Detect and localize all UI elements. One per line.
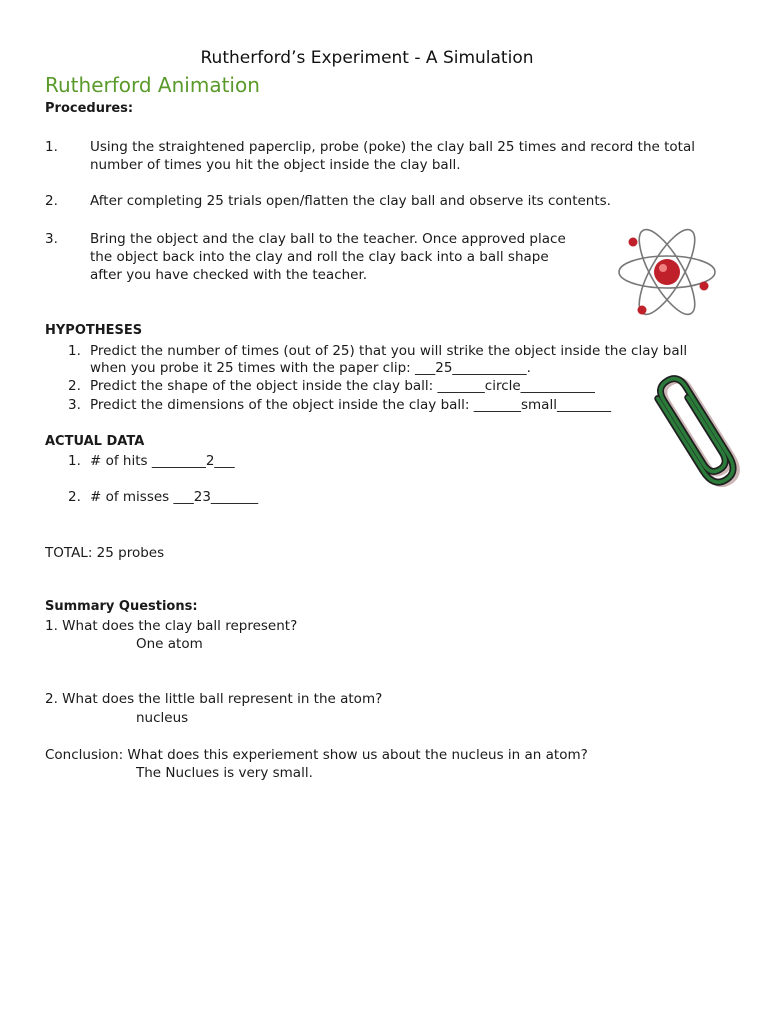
procedure-line: the object back into the clay and roll the clay back into a ball shape (90, 249, 549, 265)
hypothesis-number: 2. (68, 378, 81, 394)
procedure-number: 3. (45, 231, 58, 247)
page-title: Rutherford’s Experiment - A Simulation (200, 48, 534, 68)
hypothesis-line: Predict the number of times (out of 25) that you will strike the object inside the clay ball (90, 343, 688, 359)
procedure-line: Using the straightened paperclip, probe (poke) the clay ball 25 times and record the total (90, 139, 695, 155)
atom-icon (612, 222, 722, 322)
hypothesis-number: 3. (68, 397, 81, 413)
procedure-line: After completing 25 trials open/flatten the clay ball and observe its contents. (90, 193, 611, 209)
conclusion-answer: The Nuclues is very small. (136, 765, 313, 781)
data-number: 2. (68, 489, 81, 505)
paperclip-icon (652, 368, 742, 498)
hypothesis-line: Predict the dimensions of the object inside the clay ball: _______small________ (90, 397, 611, 413)
procedure-line: after you have checked with the teacher. (90, 267, 368, 283)
summary-answer-2: nucleus (136, 710, 189, 726)
summary-heading: Summary Questions: (45, 599, 198, 614)
procedure-line: Bring the object and the clay ball to the teacher. Once approved place (90, 231, 566, 247)
conclusion-question: Conclusion: What does this experiement show us about the nucleus in an atom? (45, 747, 588, 763)
hits-value: # of hits ________2___ (90, 453, 235, 469)
hypotheses-heading: HYPOTHESES (45, 323, 143, 338)
summary-answer-1: One atom (136, 636, 203, 652)
data-number: 1. (68, 453, 81, 469)
total-probes: TOTAL: 25 probes (45, 545, 165, 561)
summary-question-1: 1. What does the clay ball represent? (45, 618, 298, 634)
procedure-number: 1. (45, 139, 58, 155)
summary-question-2: 2. What does the little ball represent in the atom? (45, 691, 383, 707)
procedure-number: 2. (45, 193, 58, 209)
hypothesis-line: Predict the shape of the object inside the clay ball: _______circle___________ (90, 378, 595, 394)
procedures-heading: Procedures: (45, 101, 134, 116)
hypothesis-number: 1. (68, 343, 81, 359)
page-subtitle: Rutherford Animation (45, 73, 260, 97)
procedure-line: number of times you hit the object inside the clay ball. (90, 157, 461, 173)
misses-value: # of misses ___23_______ (90, 489, 259, 505)
actual-data-heading: ACTUAL DATA (45, 434, 145, 449)
hypothesis-line: when you probe it 25 times with the paper clip: ___25___________. (90, 360, 531, 376)
